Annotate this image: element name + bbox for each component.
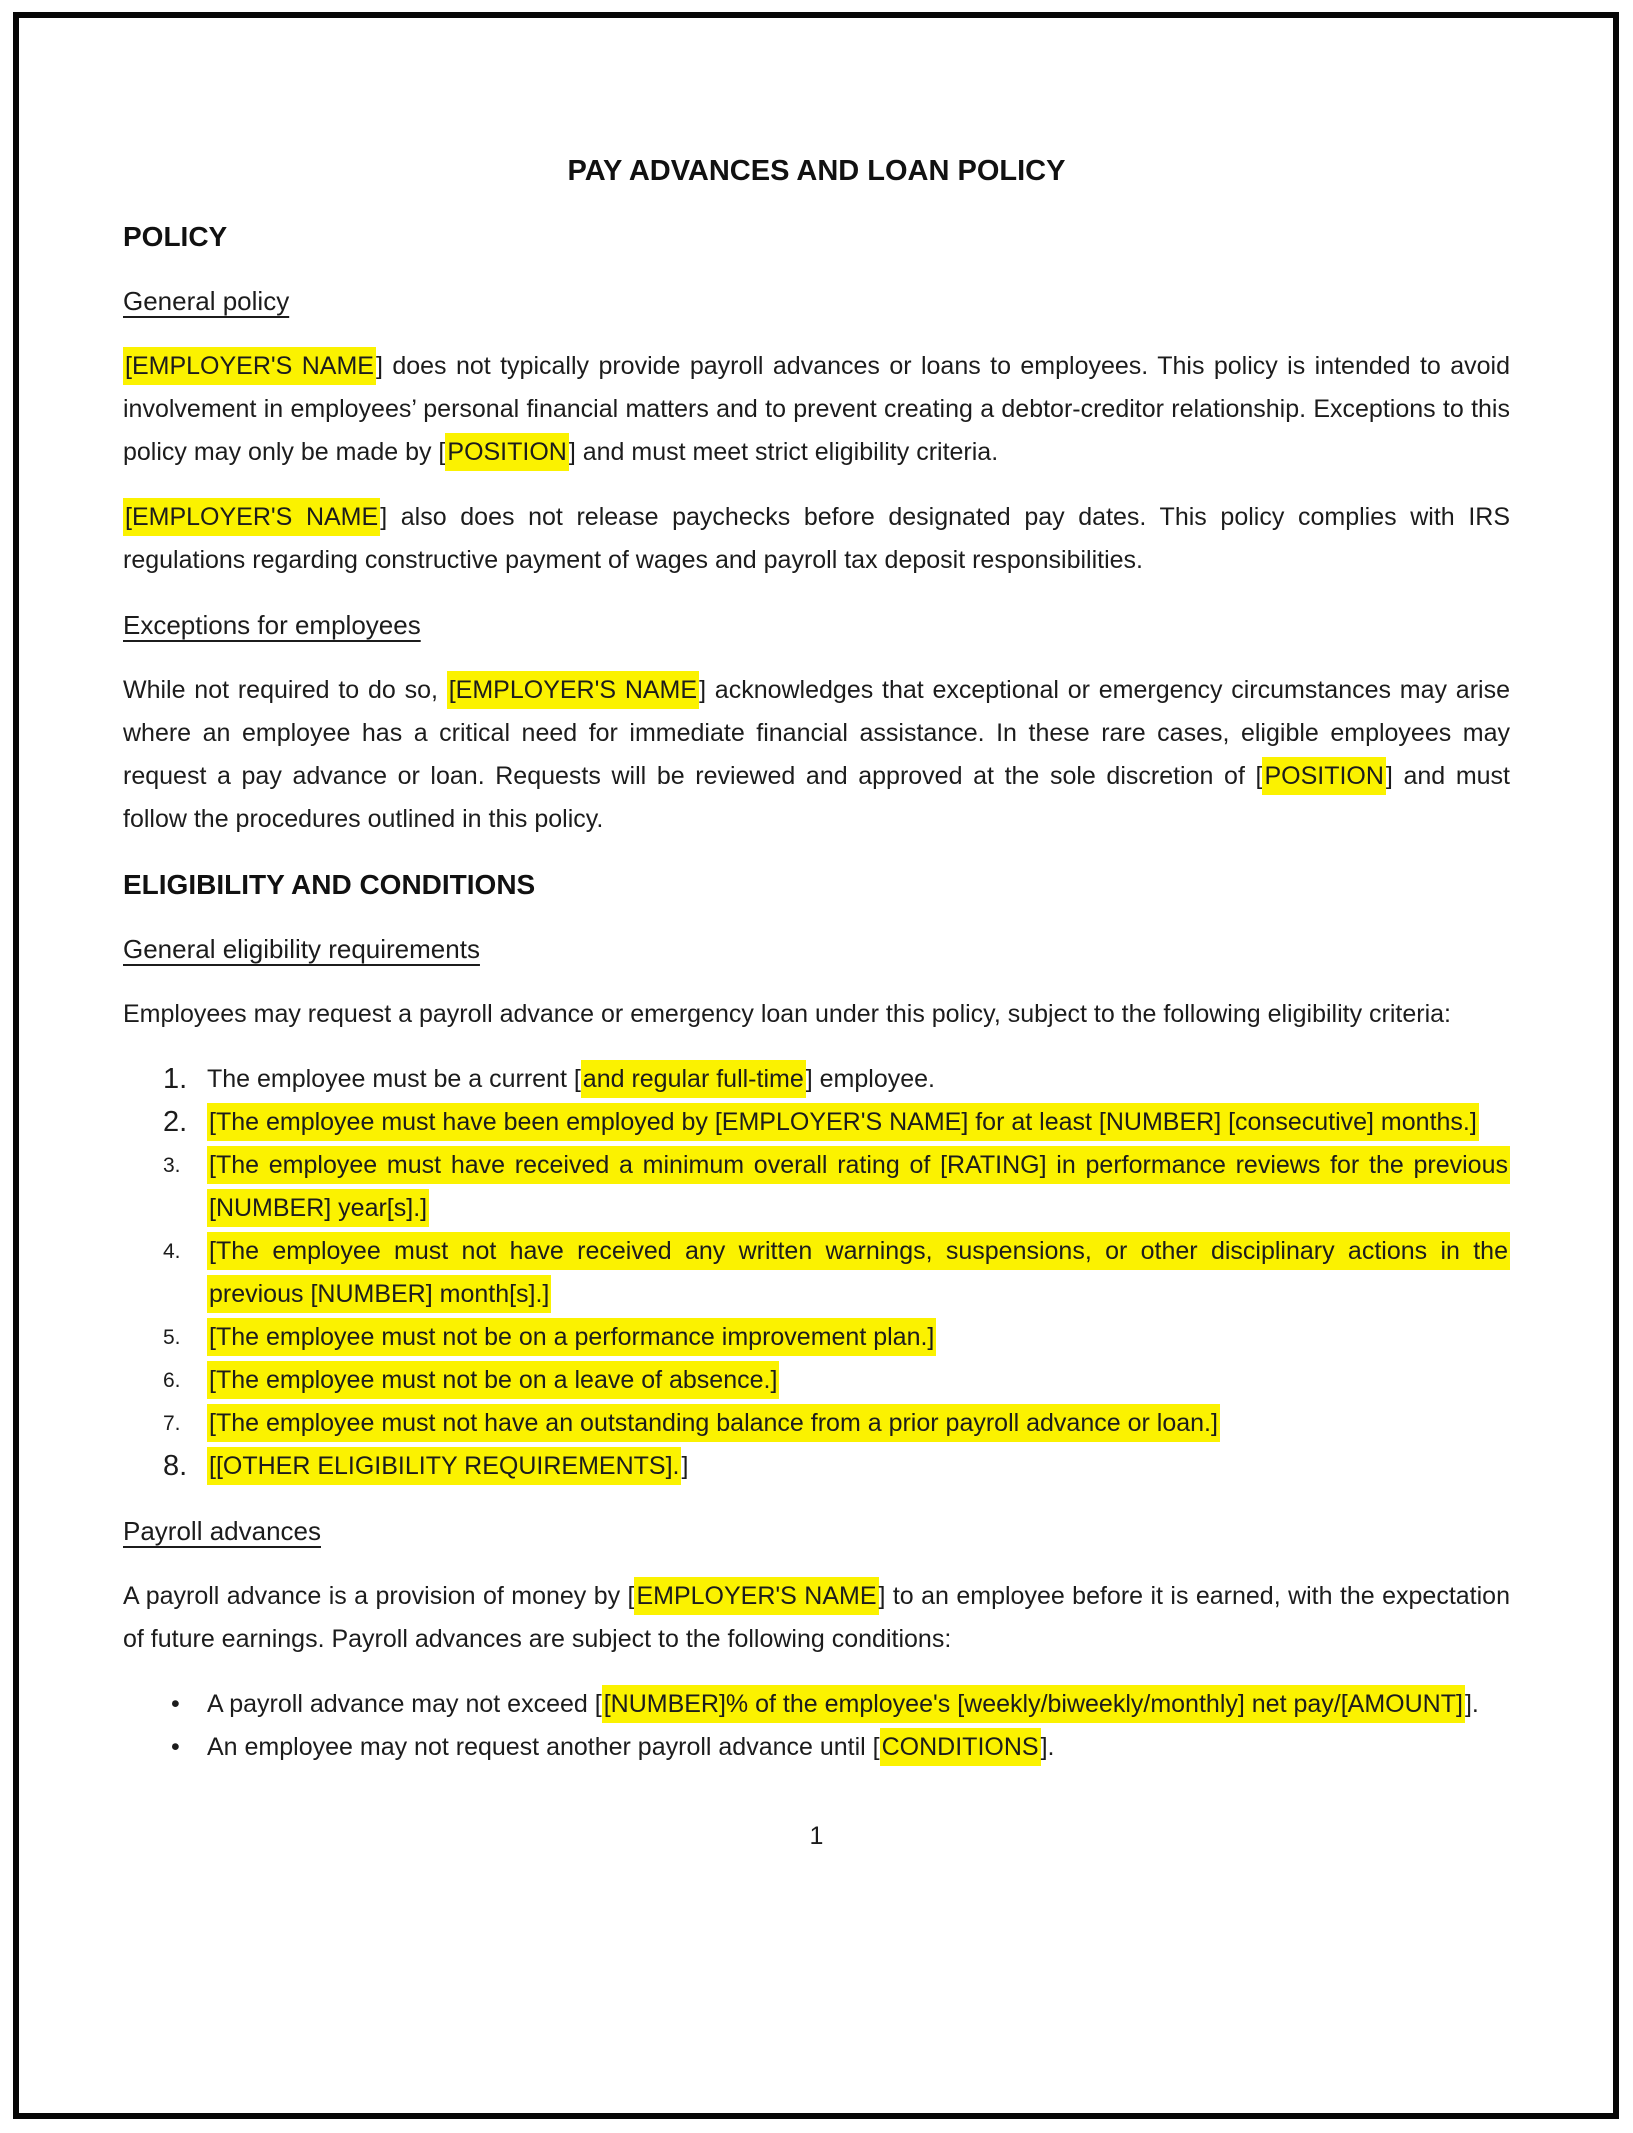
list-item: [123, 1316, 1510, 1359]
list-item-text: [207, 1232, 1510, 1313]
text-run: Employees may request a payroll advance or emergency loan under this policy, subject to the following eligibility criteria:: [123, 1000, 1451, 1028]
highlight-run: and regular full-time: [581, 1060, 806, 1098]
list-item-text: [207, 1103, 1479, 1141]
highlight-run: [The employee must not have received any written warnings, suspensions, or other disciplinary actions in the previous [NUMBER] month[s].]: [207, 1232, 1510, 1313]
list-item: [123, 1144, 1510, 1230]
highlight-run: [The employee must not be on a performance improvement plan.]: [207, 1318, 936, 1356]
text-run: ].: [1464, 1690, 1479, 1718]
subsection-heading: [123, 1510, 1510, 1553]
list-item-text: [207, 1447, 688, 1485]
text-run: While not required to do so,: [123, 676, 447, 704]
highlight-run: EMPLOYER'S NAME: [634, 1577, 878, 1615]
list-item: [123, 1359, 1510, 1402]
highlight-run: [[OTHER ELIGIBILITY REQUIREMENTS].: [207, 1447, 681, 1485]
bullet-icon: •: [171, 1733, 180, 1761]
highlight-run: [The employee must not be on a leave of absence.]: [207, 1361, 779, 1399]
list-item: [123, 1058, 1510, 1101]
text-run: ] employee.: [805, 1065, 935, 1093]
paragraph: [123, 1575, 1510, 1661]
text-run: ] does not typically provide payroll advances or loans to employees. This policy is intended to avoid involvement in employees’ personal financial matters and to prevent creating a debtor-creditor relationship. Exceptions to this policy may only be made by [: [123, 352, 1511, 466]
highlight-run: CONDITIONS: [880, 1728, 1041, 1766]
document-title: PAY ADVANCES AND LOAN POLICY: [567, 155, 1066, 187]
list-item: [123, 1402, 1510, 1445]
list-item: [123, 1683, 1510, 1726]
bullet-icon: •: [171, 1690, 180, 1718]
list-number: 7.: [163, 1412, 181, 1435]
highlight-run: [EMPLOYER'S NAME: [447, 671, 699, 709]
highlight-run: [The employee must have been employed by [EMPLOYER'S NAME] for at least [NUMBER] [consecutive] months.]: [207, 1103, 1479, 1141]
list-item: [123, 1445, 1510, 1488]
page-number: 1: [809, 1822, 824, 1850]
list-item-text: [207, 1685, 1479, 1723]
highlight-run: [NUMBER]% of the employee's [weekly/biweekly/monthly] net pay/[AMOUNT]: [602, 1685, 1465, 1723]
paragraph: [123, 345, 1510, 474]
page-content: [123, 150, 1510, 1858]
list-item: [123, 1101, 1510, 1144]
subsection-heading-text: General eligibility requirements: [123, 934, 480, 964]
subsection-heading-text: Exceptions for employees: [123, 610, 421, 640]
text-run: A payroll advance is a provision of money by [: [123, 1582, 635, 1610]
text-run: ].: [1040, 1733, 1055, 1761]
highlight-run: [The employee must not have an outstanding balance from a prior payroll advance or loan.]: [207, 1404, 1220, 1442]
document-body: [123, 215, 1510, 1769]
text-run: A payroll advance may not exceed [: [207, 1690, 602, 1718]
list-item-text: [207, 1361, 779, 1399]
highlight-run: POSITION: [1262, 757, 1385, 795]
text-run: ]: [681, 1452, 689, 1480]
list-item-text: [207, 1060, 935, 1098]
numbered-list: [123, 1058, 1510, 1488]
list-item-text: [207, 1318, 936, 1356]
list-number: 8.: [163, 1450, 188, 1482]
section-heading: POLICY: [123, 221, 228, 252]
highlight-run: POSITION: [445, 433, 568, 471]
text-run: The employee must be a current [: [207, 1065, 581, 1093]
subsection-heading: [123, 604, 1510, 647]
list-item-text: [207, 1728, 1054, 1766]
paragraph: [123, 669, 1510, 841]
list-number: 3.: [163, 1154, 181, 1177]
list-number: 2.: [163, 1106, 188, 1138]
text-run: An employee may not request another payroll advance until [: [207, 1733, 880, 1761]
text-run: ] acknowledges that exceptional or emergency circumstances may arise where an employee has a critical need for immediate financial assistance. In these rare cases, eligible employees may request a pay advance or loan. Requests will be reviewed and approved at the sole discretion of [: [123, 676, 1510, 790]
subsection-heading-text: Payroll advances: [123, 1516, 321, 1546]
list-item-text: [207, 1146, 1510, 1227]
text-run: ] and must follow the procedures outlined in this policy.: [123, 762, 1510, 833]
list-item: [123, 1230, 1510, 1316]
subsection-heading: [123, 928, 1510, 971]
highlight-run: [The employee must have received a minimum overall rating of [RATING] in performance reviews for the previous [NUMBER] year[s].]: [207, 1146, 1510, 1227]
bulleted-list: [123, 1683, 1510, 1769]
list-number: 1.: [163, 1063, 188, 1095]
subsection-heading: [123, 280, 1510, 323]
text-run: ] and must meet strict eligibility criteria.: [568, 438, 999, 466]
text-run: ] also does not release paychecks before designated pay dates. This policy complies with IRS regulations regarding constructive payment of wages and payroll tax deposit responsibilities.: [123, 503, 1511, 574]
list-item: [123, 1726, 1510, 1769]
list-number: 4.: [163, 1240, 181, 1263]
list-number: 6.: [163, 1369, 181, 1392]
paragraph: [123, 993, 1510, 1036]
list-number: 5.: [163, 1326, 181, 1349]
list-item-text: [207, 1404, 1220, 1442]
paragraph: [123, 496, 1510, 582]
highlight-run: [EMPLOYER'S NAME: [123, 347, 376, 385]
subsection-heading-text: General policy: [123, 286, 290, 316]
highlight-run: [EMPLOYER'S NAME: [123, 498, 380, 536]
section-heading: ELIGIBILITY AND CONDITIONS: [123, 869, 536, 900]
text-run: ] to an employee before it is earned, with the expectation of future earnings. Payroll advances are subject to the following conditions:: [123, 1582, 1510, 1653]
